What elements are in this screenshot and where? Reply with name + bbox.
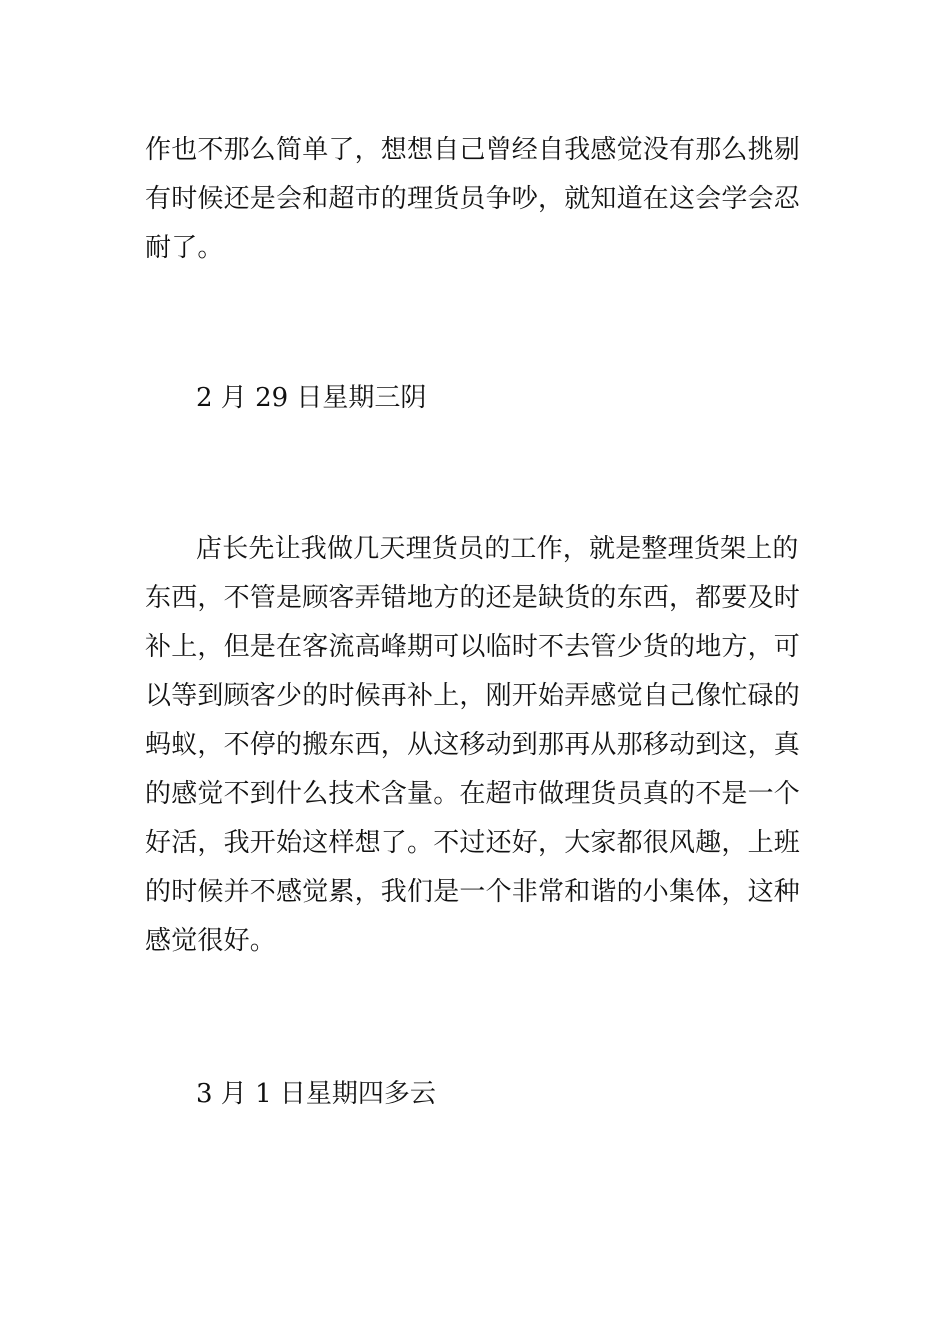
- paragraph-1-line-1: 作也不那么简单了，想想自己曾经自我感觉没有那么挑剔: [145, 135, 801, 165]
- paragraph-2-line-8: 的时候并不感觉累，我们是一个非常和谐的小集体，这种: [145, 877, 801, 907]
- paragraph-2-line-1: 店长先让我做几天理货员的工作，就是整理货架上的: [196, 534, 799, 564]
- diary-date-heading-1: 2 月 29 日星期三阴: [196, 383, 427, 413]
- paragraph-2-line-5: 蚂蚁，不停的搬东西，从这移动到那再从那移动到这，真: [145, 730, 801, 760]
- paragraph-2-line-2: 东西，不管是顾客弄错地方的还是缺货的东西，都要及时: [145, 583, 801, 613]
- paragraph-2-line-6: 的感觉不到什么技术含量。在超市做理货员真的不是一个: [145, 779, 801, 809]
- paragraph-1-line-3: 耐了。: [145, 233, 224, 263]
- paragraph-2-line-9: 感觉很好。: [145, 926, 277, 956]
- paragraph-2-line-3: 补上，但是在客流高峰期可以临时不去管少货的地方，可: [145, 632, 801, 662]
- paragraph-1-line-2: 有时候还是会和超市的理货员争吵，就知道在这会学会忍: [145, 184, 801, 214]
- paragraph-2-line-7: 好活，我开始这样想了。不过还好，大家都很风趣，上班: [145, 828, 801, 858]
- paragraph-2-line-4: 以等到顾客少的时候再补上，刚开始弄感觉自己像忙碌的: [145, 681, 801, 711]
- diary-date-heading-2: 3 月 1 日星期四多云: [196, 1079, 436, 1109]
